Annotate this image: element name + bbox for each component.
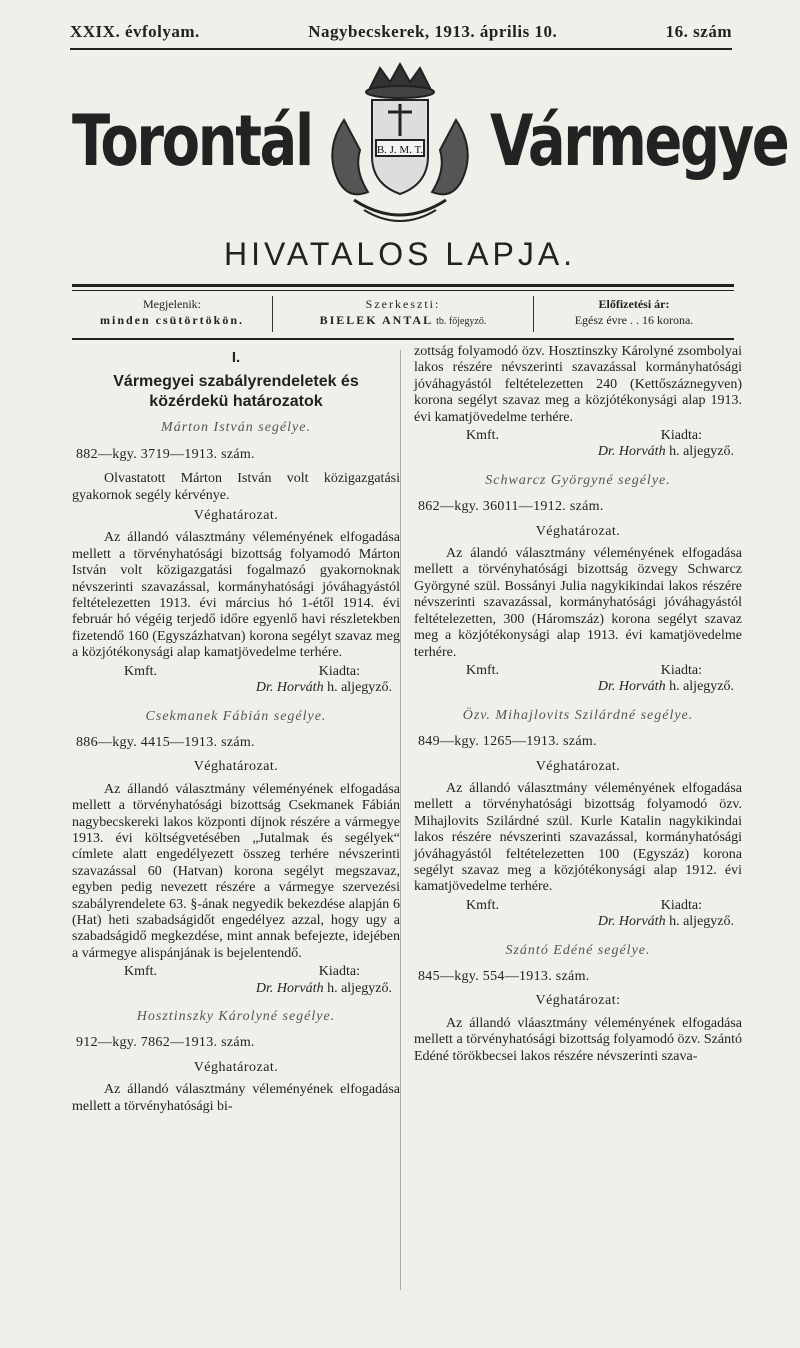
signer-title: h. aljegyző. — [669, 914, 734, 930]
editor-label: Szerkeszti: — [365, 297, 441, 311]
signer-name: Dr. Horváth — [597, 444, 666, 460]
appears-label: Megjelenik: — [143, 297, 201, 311]
decision-heading: Véghatározat. — [535, 523, 621, 539]
kiadta: Kiadta: — [318, 964, 360, 980]
signer-title: h. aljegyző. — [669, 444, 734, 460]
kmft: Kmft. — [124, 964, 158, 980]
issue-number: 16. szám — [665, 22, 732, 41]
rule — [72, 284, 734, 287]
decision-heading: Véghatározat. — [193, 759, 279, 775]
signer-title: h. aljegyző. — [327, 680, 392, 696]
article-body: Az állandó vláasztmány véleményének elfogadása mellett a törvényhatósági bizottság folyamodó özv. Szántó Edéné törökbecsei lakos részére névszerinti szava- — [414, 1015, 742, 1064]
article-body: Az állandó választmány véleményének elfogadása mellett a törvényhatósági bizottság folyamodó özv. Mihajlovits Szilárdné szül. Kurle Katalin nagykikindai lakos részére névszerinti szavazással, kormányhatósági jóváhagyástól feltételezetten 100 (Egyszáz) korona segélyt szavaz meg a közjótékonysági alap 1912. évi kamatjövedelme terhére. — [414, 780, 742, 895]
signature — [414, 914, 742, 930]
title-right: Vármegye — [490, 100, 788, 182]
signature — [414, 444, 742, 460]
decision-heading: Véghatározat. — [193, 1059, 279, 1075]
signer-name: Dr. Horváth — [255, 980, 324, 996]
kiadta: Kiadta: — [660, 662, 702, 678]
article-heading: Hosztinszky Károlyné segélye. — [136, 1009, 336, 1024]
kmft-line — [414, 663, 742, 679]
article-ref: 862—kgy. 36011—1912. szám. — [418, 499, 604, 515]
article-body: Az állandó választmány véleményének elfogadása mellett a törvényhatósági bi- — [72, 1082, 400, 1114]
signature — [72, 981, 400, 997]
signature — [414, 679, 742, 695]
article-body: Az állandó választmány véleményének elfogadása mellett a törvényhatósági bizottság folyamodó Márton István volt közigazgatási fogalmazó gyakornoknak névszerinti szavazással, kormányhatósági jóváhagyástól feltételezetten 1913. évi március hó 1-étől 1914. évi február hó végéig terjedő időre egyenlő havi részletekben fizetendő 160 (Egyszázhatvan) korona segélyt szavaz meg a közjótékonysági alap kamatjövedelme terhére. — [72, 530, 400, 661]
signer-name: Dr. Horváth — [597, 679, 666, 695]
kmft: Kmft. — [466, 897, 500, 913]
volume: XXIX. évfolyam. — [70, 22, 200, 41]
kmft-line — [414, 898, 742, 914]
header-rule — [70, 48, 732, 50]
article-heading: Szántó Edéné segélye. — [505, 942, 651, 958]
column-divider — [400, 350, 401, 1290]
article-heading: Schwarcz Györgyné segélye. — [485, 472, 671, 488]
rule — [72, 290, 734, 291]
article-ref: 882—kgy. 3719—1913. szám. — [76, 446, 255, 462]
subscription-label: Előfizetési ár: — [598, 297, 670, 311]
decision-heading: Véghatározat. — [535, 758, 621, 774]
article-ref: 886—kgy. 4415—1913. szám. — [76, 734, 255, 750]
place-date: Nagybecskerek, 1913. április 10. — [308, 22, 558, 41]
editor-role: tb. főjegyző. — [436, 316, 487, 327]
subscription-box — [533, 296, 734, 332]
article-heading: Özv. Mihajlovits Szilárdné segélye. — [462, 707, 694, 723]
subtitle: HIVATALOS LAPJA. — [223, 236, 577, 272]
left-column — [72, 344, 400, 1115]
signer-name: Dr. Horváth — [255, 680, 324, 696]
coat-of-arms — [314, 60, 486, 232]
signature — [72, 680, 400, 696]
article-heading: Csekmanek Fábián segélye. — [145, 708, 327, 724]
right-column — [414, 344, 742, 1065]
article-body-continued: zottság folyamodó özv. Hosztinszky Károlyné zsombolyai lakos részére névszerinti szavazással kormányhatósági jóváhagyástól feltételezetten 240 (Kettőszáznegyven) korona segélyt szavaz meg a közjótékonysági alap 1913. évi kamatjövedelme terhére. — [414, 344, 742, 425]
info-bar — [72, 296, 734, 332]
signer-name: Dr. Horváth — [597, 914, 666, 930]
header-line — [70, 22, 732, 46]
kmft-line — [72, 964, 400, 980]
kmft: Kmft. — [466, 428, 500, 444]
appears-value: minden csütörtökön. — [99, 313, 244, 327]
article-ref: 912—kgy. 7862—1913. szám. — [76, 1035, 255, 1051]
signer-title: h. aljegyző. — [327, 980, 392, 996]
crest-text: B. J. M. T. — [376, 144, 424, 156]
article-body: Az állandó választmány véleményének elfogadása mellett a törvényhatósági bizottság Csekmanek Fábián nagybecskereki lakos központi díjnok részére a vármegye 1913. évi költségvetésében „Jutalmak és segélyek“ címlete alatt engedélyezett összeg terhére névszerinti szavazással 60 (Hatvan) korona segélyt megszavaz, egyben pedig nevezett részére a vármegye szervezési szabályrendelete 63. §-ának negyedik bekezdése alapján 6 (Hat) heti szabadságidőt engedélyez azzal, hogy ugy a szabadságidő megkezdése, mint annak befejezte, idejében a vármegye alispánjának is bejelentendő. — [72, 781, 400, 961]
decision-heading: Véghatározat. — [193, 508, 279, 524]
kiadta: Kiadta: — [318, 663, 360, 679]
subscription-value: Egész évre . . 16 korona. — [574, 313, 694, 327]
rule — [72, 338, 734, 340]
kmft-line — [72, 664, 400, 680]
section-number: I. — [231, 349, 241, 366]
editor-box — [272, 296, 533, 332]
editor-name: BIELEK ANTAL — [319, 313, 434, 327]
decision-heading: Véghatározat: — [535, 993, 621, 1009]
section-title: Vármegyei szabályrendeletek és közérdekü határozatok — [113, 373, 359, 411]
article-intro: Olvastatott Márton István volt közigazgatási gyakornok segély kérvénye. — [72, 471, 400, 503]
article-ref: 845—kgy. 554—1913. szám. — [418, 969, 590, 984]
kmft-line — [414, 428, 742, 444]
kmft: Kmft. — [466, 662, 500, 678]
kmft: Kmft. — [124, 663, 158, 679]
kiadta: Kiadta: — [660, 897, 702, 913]
title-left: Torontál — [72, 100, 312, 182]
appears-box — [72, 296, 272, 332]
article-body: Az álandó választmány véleményének elfogadása mellett a törvényhatósági bizottság özvegy Schwarcz Györgyné szül. Bossányi Julia nagykikindai lakos részére névszerinti szavazással, kormányhatósági jóváhagyástól feltételezetten, 300 (Háromszáz) korona segélyt szavaz meg a közjótékonysági alap 1913. évi kamatjövedelme terhére. — [414, 546, 742, 660]
signer-title: h. aljegyző. — [669, 679, 734, 695]
article-heading: Márton István segélye. — [161, 420, 311, 436]
kiadta: Kiadta: — [660, 428, 702, 444]
article-ref: 849—kgy. 1265—1913. szám. — [418, 734, 597, 750]
